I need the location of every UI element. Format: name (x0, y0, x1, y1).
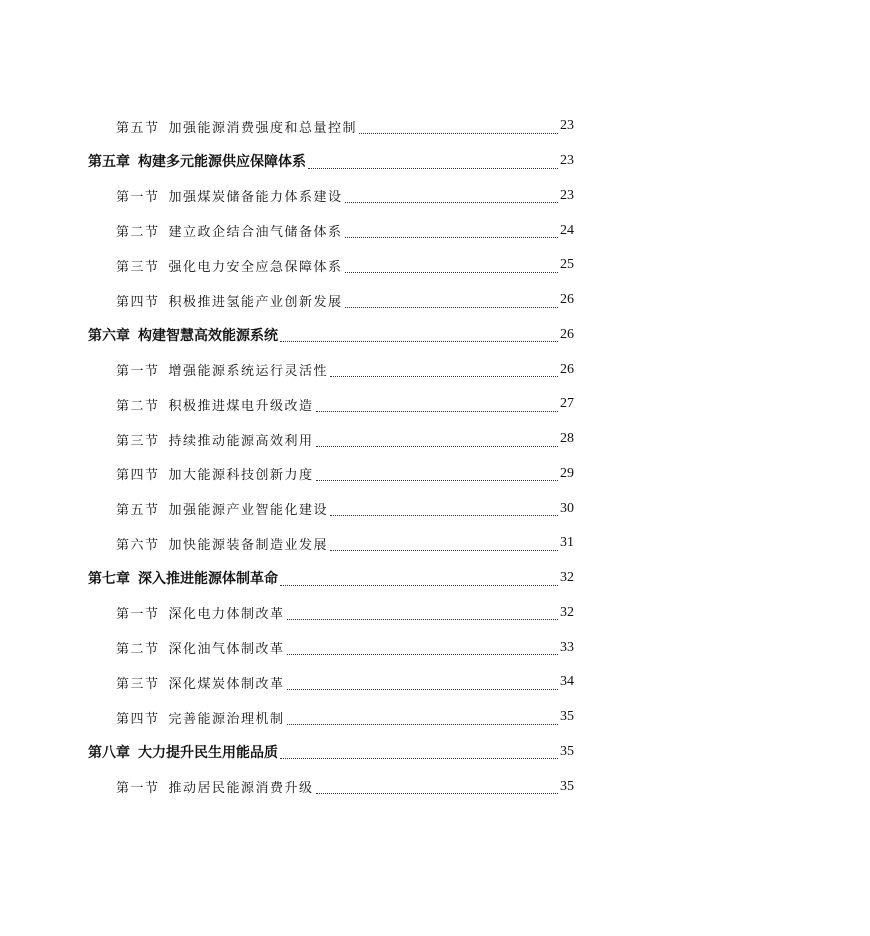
toc-entry-number: 第一节 (116, 190, 160, 206)
toc-entry-page: 29 (560, 465, 574, 481)
toc-entry-number: 第一节 (116, 607, 160, 623)
toc-entry-page: 31 (560, 535, 574, 551)
toc-entry-title: 建立政企结合油气储备体系 (168, 225, 343, 241)
toc-entry[interactable] (0, 596, 574, 631)
toc-entry-number: 第三节 (116, 433, 160, 449)
toc-entry-label (116, 708, 285, 727)
toc-entry-title: 深化煤炭体制改革 (168, 676, 285, 692)
toc-entry-title: 强化电力安全应急保障体系 (168, 259, 343, 275)
toc-entry-page: 25 (560, 257, 574, 273)
toc-entry-label (116, 360, 328, 379)
toc-entry-page: 23 (560, 118, 574, 134)
toc-entry-label (116, 603, 285, 622)
dot-leader (330, 550, 558, 551)
toc-entry-number: 第三节 (116, 676, 160, 692)
toc-entry-page: 35 (560, 709, 574, 725)
toc-entry-number: 第六节 (116, 537, 160, 553)
toc-entry[interactable] (0, 387, 574, 422)
toc-entry[interactable] (0, 213, 574, 248)
toc-entry[interactable] (0, 630, 574, 665)
toc-entry-page: 23 (560, 187, 574, 203)
toc-entry-number: 第七章 (88, 571, 130, 588)
toc-entry[interactable] (0, 491, 574, 526)
toc-entry-page: 24 (560, 222, 574, 238)
toc-entry-number: 第五章 (88, 154, 130, 171)
toc-entry-page: 32 (560, 604, 574, 620)
toc-chapter-entry[interactable] (0, 561, 574, 596)
toc-entry-label (88, 568, 278, 588)
toc-entry[interactable] (0, 109, 574, 144)
toc-entry-title: 大力提升民生用能品质 (138, 744, 278, 761)
toc-entry-label (88, 151, 306, 171)
toc-entry-title: 加强能源产业智能化建设 (168, 503, 329, 519)
toc-entry-page: 26 (560, 361, 574, 377)
dot-leader (280, 341, 558, 342)
toc-entry-label (116, 534, 328, 553)
toc-entry-number: 第一节 (116, 364, 160, 380)
toc-entry-number: 第四节 (116, 468, 160, 484)
toc-entry-page: 35 (560, 778, 574, 794)
dot-leader (287, 654, 558, 655)
toc-entry[interactable] (0, 700, 574, 735)
toc-entry-label (116, 291, 343, 310)
toc-entry-number: 第五节 (116, 120, 160, 136)
toc-entry-label (116, 430, 314, 449)
toc-entry-title: 构建智慧高效能源系统 (138, 327, 278, 344)
toc-entry-title: 推动居民能源消费升级 (168, 781, 314, 797)
toc-entry-label (116, 673, 285, 692)
toc-entry[interactable] (0, 422, 574, 457)
toc-entry-label (116, 221, 343, 240)
toc-entry[interactable] (0, 352, 574, 387)
toc-entry-title: 加快能源装备制造业发展 (168, 537, 329, 553)
dot-leader (316, 411, 558, 412)
toc-entry-title: 增强能源系统运行灵活性 (168, 364, 329, 380)
toc-entry-label (116, 499, 328, 518)
toc-entry-page: 32 (560, 570, 574, 586)
toc-entry-title: 积极推进氢能产业创新发展 (168, 294, 343, 310)
toc-entry-title: 加强能源消费强度和总量控制 (168, 120, 358, 136)
toc-entry-number: 第六章 (88, 327, 130, 344)
toc-entry-title: 积极推进煤电升级改造 (168, 398, 314, 414)
toc-entry-page: 35 (560, 743, 574, 759)
toc-entry-label (116, 256, 343, 275)
toc-entry-label (116, 638, 285, 657)
dot-leader (345, 237, 558, 238)
toc-entry-number: 第一节 (116, 781, 160, 797)
dot-leader (359, 133, 558, 134)
toc-entry-label (116, 186, 343, 205)
toc-entry-page: 26 (560, 292, 574, 308)
toc-entry-page: 28 (560, 431, 574, 447)
toc-chapter-entry[interactable] (0, 735, 574, 770)
toc-entry-label (116, 117, 357, 136)
toc-entry[interactable] (0, 283, 574, 318)
toc-entry-number: 第二节 (116, 225, 160, 241)
toc-entry[interactable] (0, 179, 574, 214)
toc-entry-label (88, 325, 278, 345)
toc-entry-title: 深化电力体制改革 (168, 607, 285, 623)
dot-leader (330, 376, 558, 377)
toc-entry-number: 第三节 (116, 259, 160, 275)
toc-entry-title: 加强煤炭储备能力体系建设 (168, 190, 343, 206)
toc-entry-title: 深入推进能源体制革命 (138, 571, 278, 588)
toc-entry-page: 34 (560, 674, 574, 690)
dot-leader (280, 758, 558, 759)
toc-entry-page: 33 (560, 639, 574, 655)
toc-entry[interactable] (0, 769, 574, 804)
toc-entry-page: 26 (560, 326, 574, 342)
dot-leader (345, 272, 558, 273)
toc-entry[interactable] (0, 457, 574, 492)
dot-leader (345, 307, 558, 308)
dot-leader (287, 689, 558, 690)
toc-entry-title: 加大能源科技创新力度 (168, 468, 314, 484)
dot-leader (287, 619, 558, 620)
toc-entry-label (116, 464, 314, 483)
dot-leader (345, 202, 558, 203)
dot-leader (280, 585, 558, 586)
dot-leader (330, 515, 558, 516)
toc-entry[interactable] (0, 526, 574, 561)
toc-entry-title: 构建多元能源供应保障体系 (138, 154, 306, 171)
table-of-contents (0, 109, 870, 804)
dot-leader (287, 724, 558, 725)
toc-entry-page: 23 (560, 153, 574, 169)
toc-entry-number: 第五节 (116, 503, 160, 519)
toc-entry-number: 第八章 (88, 744, 130, 761)
toc-entry-label (116, 777, 314, 796)
toc-entry[interactable] (0, 665, 574, 700)
toc-entry[interactable] (0, 248, 574, 283)
toc-entry-number: 第四节 (116, 711, 160, 727)
toc-entry-number: 第二节 (116, 398, 160, 414)
toc-entry-title: 持续推动能源高效利用 (168, 433, 314, 449)
toc-entry-page: 30 (560, 500, 574, 516)
dot-leader (308, 168, 558, 169)
toc-chapter-entry[interactable] (0, 144, 574, 179)
toc-entry-title: 深化油气体制改革 (168, 642, 285, 658)
toc-entry-label (88, 742, 278, 762)
toc-entry-number: 第四节 (116, 294, 160, 310)
toc-chapter-entry[interactable] (0, 318, 574, 353)
dot-leader (316, 480, 558, 481)
dot-leader (316, 793, 558, 794)
toc-entry-title: 完善能源治理机制 (168, 711, 285, 727)
toc-entry-label (116, 395, 314, 414)
toc-entry-number: 第二节 (116, 642, 160, 658)
toc-entry-page: 27 (560, 396, 574, 412)
dot-leader (316, 446, 558, 447)
